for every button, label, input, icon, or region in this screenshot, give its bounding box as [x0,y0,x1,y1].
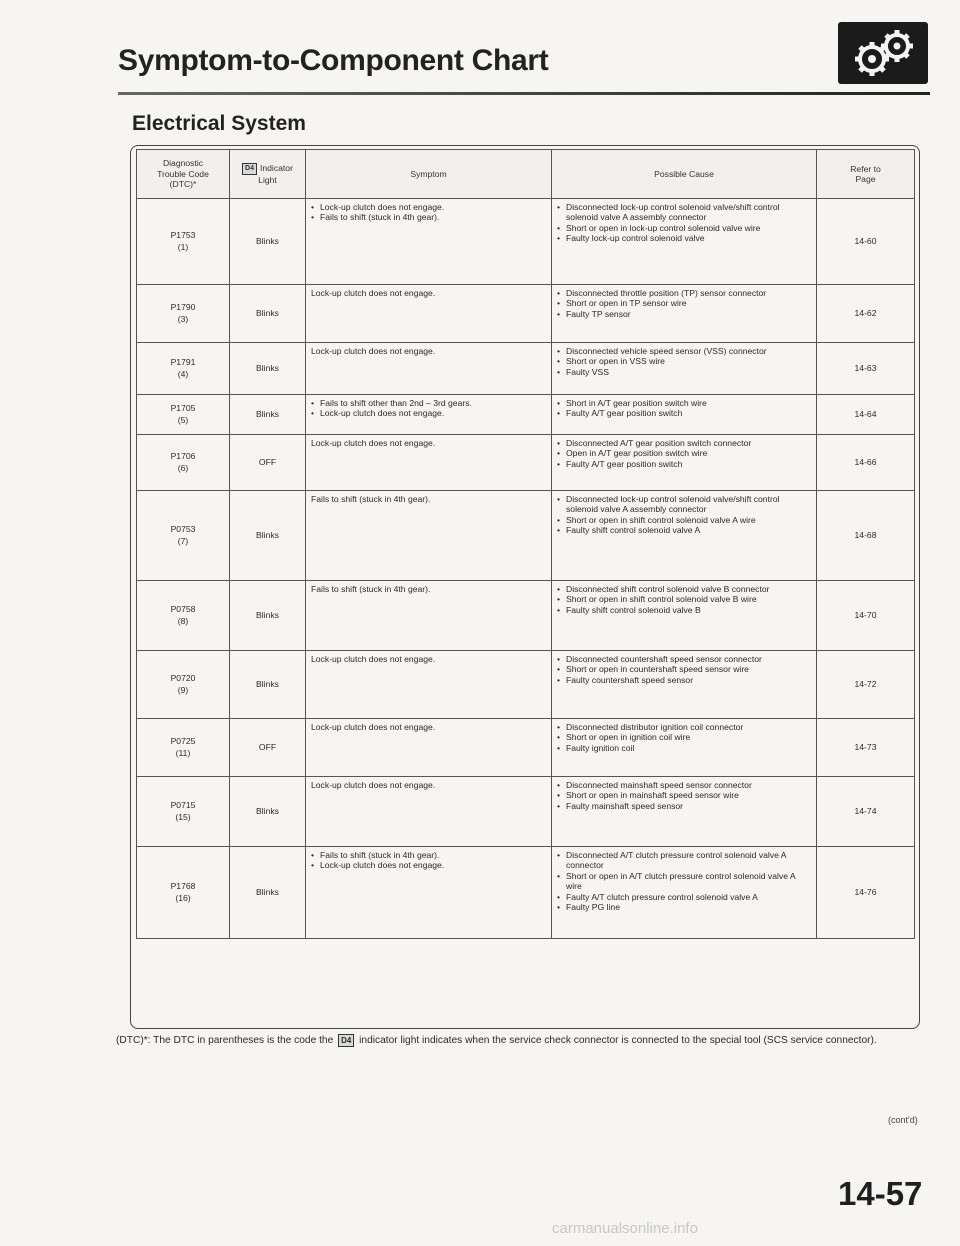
dtc-cell: P1705 (5) [137,395,230,435]
symptom-cell [306,395,552,435]
indicator-cell: Blinks [230,285,306,343]
cause-item: • Faulty A/T gear position switch [557,408,811,418]
page-number: 14-57 [838,1175,923,1212]
dtc-cell: P0720 (9) [137,651,230,719]
indicator-cell: Blinks [230,847,306,939]
page-ref-cell: 14-63 [817,343,915,395]
cause-cell [552,491,817,581]
title-divider [118,92,930,95]
cause-item: • Faulty A/T gear position switch [557,459,811,469]
symptom-cell [306,343,552,395]
header-symptom: Symptom [306,150,552,199]
cause-cell [552,847,817,939]
gears-icon [838,22,928,84]
table-row [137,719,915,777]
cause-item: • Faulty A/T clutch pressure control solenoid valve A [557,892,811,902]
header-dtc: Diagnostic Trouble Code (DTC)* [137,150,230,199]
header-page: Refer to Page [817,150,915,199]
symptom-item: Lock-up clutch does not engage. [311,654,436,664]
cause-item: • Open in A/T gear position switch wire [557,448,811,458]
symptom-item: Fails to shift (stuck in 4th gear). [311,494,431,504]
continued-note: (cont'd) [888,1115,918,1125]
page-ref-cell: 14-66 [817,435,915,491]
cause-item: • Disconnected mainshaft speed sensor connector [557,780,811,790]
page-ref-cell: 14-60 [817,199,915,285]
cause-item: • Short or open in mainshaft speed sensor wire [557,790,811,800]
d4-badge: D4 [242,163,257,175]
symptom-item: • Lock-up clutch does not engage. [311,860,546,870]
cause-item: • Short or open in shift control solenoid valve B wire [557,594,811,604]
d4-badge: D4 [338,1034,354,1047]
table-header-row [137,150,915,199]
cause-cell [552,651,817,719]
cause-item: • Short or open in A/T clutch pressure control solenoid valve A wire [557,871,811,892]
cause-cell [552,395,817,435]
cause-item: • Short or open in TP sensor wire [557,298,811,308]
symptom-cell [306,491,552,581]
symptom-item: • Lock-up clutch does not engage. [311,202,546,212]
table-row [137,581,915,651]
indicator-cell: Blinks [230,491,306,581]
symptom-item: • Lock-up clutch does not engage. [311,408,546,418]
page-ref-cell: 14-62 [817,285,915,343]
cause-item: • Disconnected throttle position (TP) sensor connector [557,288,811,298]
cause-item: • Faulty countershaft speed sensor [557,675,811,685]
table-row [137,847,915,939]
indicator-cell: Blinks [230,343,306,395]
table-row [137,435,915,491]
cause-item: • Short or open in lock-up control solenoid valve wire [557,223,811,233]
cause-cell [552,719,817,777]
page-ref-cell: 14-73 [817,719,915,777]
cause-cell [552,343,817,395]
symptom-item: • Fails to shift other than 2nd – 3rd gears. [311,398,546,408]
symptom-item: • Fails to shift (stuck in 4th gear). [311,850,546,860]
table-row [137,491,915,581]
table-row [137,199,915,285]
table-row [137,777,915,847]
page-ref-cell: 14-72 [817,651,915,719]
section-title: Electrical System [132,112,306,135]
indicator-cell: Blinks [230,777,306,847]
cause-cell [552,199,817,285]
symptom-item: Lock-up clutch does not engage. [311,346,436,356]
cause-item: • Disconnected countershaft speed sensor connector [557,654,811,664]
dtc-cell: P1753 (1) [137,199,230,285]
symptom-item: Lock-up clutch does not engage. [311,288,436,298]
page-ref-cell: 14-70 [817,581,915,651]
cause-item: • Disconnected A/T clutch pressure control solenoid valve A connector [557,850,811,871]
cause-item: • Faulty shift control solenoid valve B [557,605,811,615]
page-ref-cell: 14-76 [817,847,915,939]
indicator-cell: Blinks [230,581,306,651]
cause-cell [552,435,817,491]
cause-item: • Disconnected distributor ignition coil connector [557,722,811,732]
indicator-cell: OFF [230,435,306,491]
symptom-cell [306,651,552,719]
dtc-cell: P1706 (6) [137,435,230,491]
header-indicator: D4 Indicator Light [230,150,306,199]
page-ref-cell: 14-74 [817,777,915,847]
symptom-cell [306,719,552,777]
symptom-item: Fails to shift (stuck in 4th gear). [311,584,431,594]
dtc-cell: P0715 (15) [137,777,230,847]
symptom-cell [306,435,552,491]
indicator-cell: Blinks [230,651,306,719]
watermark: carmanualsonline.info [552,1220,698,1237]
dtc-cell: P0758 (8) [137,581,230,651]
cause-cell [552,777,817,847]
cause-item: • Faulty VSS [557,367,811,377]
indicator-cell: Blinks [230,199,306,285]
cause-cell [552,285,817,343]
cause-item: • Faulty TP sensor [557,309,811,319]
indicator-cell: Blinks [230,395,306,435]
dtc-cell: P1790 (3) [137,285,230,343]
symptom-table [136,149,915,939]
table-row [137,395,915,435]
symptom-item: • Fails to shift (stuck in 4th gear). [311,212,546,222]
symptom-cell [306,581,552,651]
cause-item: • Disconnected A/T gear position switch connector [557,438,811,448]
table-row [137,651,915,719]
symptom-cell [306,285,552,343]
cause-item: • Short or open in VSS wire [557,356,811,366]
cause-item: • Faulty PG line [557,902,811,912]
table-row [137,343,915,395]
cause-item: • Faulty ignition coil [557,743,811,753]
cause-item: • Disconnected shift control solenoid valve B connector [557,584,811,594]
cause-item: • Disconnected lock-up control solenoid valve/shift control solenoid valve A assembly connector [557,494,811,515]
dtc-cell: P0725 (11) [137,719,230,777]
header-cause: Possible Cause [552,150,817,199]
symptom-cell [306,199,552,285]
cause-item: • Faulty mainshaft speed sensor [557,801,811,811]
cause-item: • Short in A/T gear position switch wire [557,398,811,408]
page-ref-cell: 14-68 [817,491,915,581]
cause-item: • Disconnected lock-up control solenoid valve/shift control solenoid valve A assembly connector [557,202,811,223]
dtc-cell: P0753 (7) [137,491,230,581]
page-ref-cell: 14-64 [817,395,915,435]
dtc-cell: P1791 (4) [137,343,230,395]
table-row [137,285,915,343]
page-title: Symptom-to-Component Chart [118,44,549,77]
symptom-item: Lock-up clutch does not engage. [311,438,436,448]
cause-item: • Short or open in ignition coil wire [557,732,811,742]
cause-item: • Disconnected vehicle speed sensor (VSS) connector [557,346,811,356]
cause-cell [552,581,817,651]
footnote: (DTC)*: The DTC in parentheses is the code the D4 indicator light indicates when the service check connector is connected to the special tool (SCS service connector). [116,1035,877,1046]
symptom-item: Lock-up clutch does not engage. [311,780,436,790]
symptom-cell [306,777,552,847]
cause-item: • Short or open in countershaft speed sensor wire [557,664,811,674]
cause-item: • Faulty lock-up control solenoid valve [557,233,811,243]
symptom-cell [306,847,552,939]
dtc-cell: P1768 (16) [137,847,230,939]
symptom-item: Lock-up clutch does not engage. [311,722,436,732]
cause-item: • Faulty shift control solenoid valve A [557,525,811,535]
cause-item: • Short or open in shift control solenoid valve A wire [557,515,811,525]
indicator-cell: OFF [230,719,306,777]
